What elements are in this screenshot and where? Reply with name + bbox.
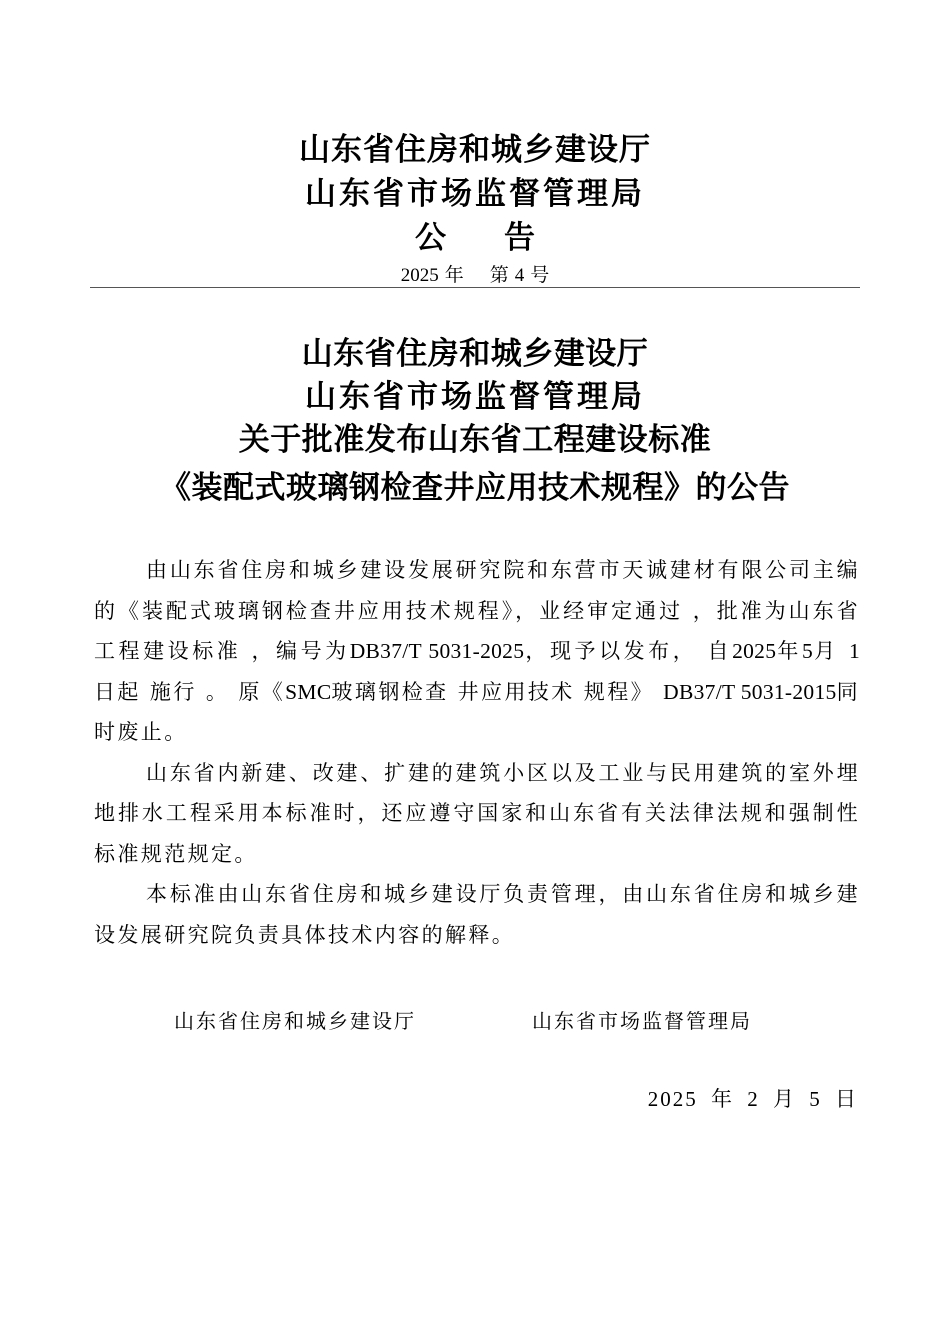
signature-market-bureau: 山东省市场监督管理局: [532, 1009, 752, 1033]
para-1-text-d: 年: [776, 639, 802, 663]
para-1-text-e: 月: [813, 639, 839, 663]
header-issuer-market-bureau: 山东省市场监督管理局: [305, 176, 645, 212]
title-line-1: 山东省住房和城乡建设厅: [301, 336, 649, 372]
body-paragraph-3: 本标准由山东省住房和城乡建设厅负责管理，由山东省住房和城乡建设发展研究院负责具体技术内容的解释。: [94, 882, 860, 947]
para-1-text-f: 日起 施行 。 原《: [94, 679, 286, 704]
doc-type-char-2: 告: [504, 220, 535, 256]
document-type: [90, 216, 860, 260]
doc-number-year: 2025: [400, 265, 439, 286]
date-month: 2: [747, 1087, 760, 1111]
doc-number-value: 4: [514, 265, 525, 286]
header-issuer-housing-dept: 山东省住房和城乡建设厅: [299, 132, 651, 168]
para-1-text-g: 玻璃钢检查 井应用技术 规程》: [331, 679, 655, 704]
smc-label: SMC: [285, 679, 332, 704]
title-line-2: 山东省市场监督管理局: [305, 379, 645, 415]
standard-code: DB37/T 5031-2025: [349, 639, 525, 663]
date-day: 5: [809, 1087, 822, 1111]
announcement-header: [90, 128, 860, 290]
date-day-unit: 日: [835, 1087, 858, 1111]
signature-housing-dept: 山东省住房和城乡建设厅: [174, 1009, 416, 1033]
date-month-unit: 月: [773, 1087, 796, 1111]
old-standard-code: DB37/T 5031-2015: [663, 679, 837, 704]
doc-number-year-unit: 年: [444, 265, 464, 286]
date-year: 2025: [647, 1087, 698, 1111]
date-year-unit: 年: [711, 1087, 734, 1111]
effective-year: 2025: [732, 639, 777, 663]
issue-date: [648, 1084, 858, 1114]
para-1-text-h: 同时废止。: [94, 679, 860, 744]
announcement-title: [90, 333, 860, 510]
para-1-text-a: 由山东省住房和城乡建设发展研究院和东营市天诚建材有限公司主编的《装配式玻璃钢检查井应用技术规程》，业经审定通过 ，批准为山东省工程建设标准 ，编号为: [94, 558, 860, 663]
effective-day: 1: [848, 639, 861, 663]
body-paragraph-1: [94, 550, 860, 753]
body-paragraph-2: 山东省内新建、改建、扩建的建筑小区以及工业与民用建筑的室外埋地排水工程采用本标准时，还应遵守国家和山东省有关法律法规和强制性标准规范规定。: [94, 760, 860, 866]
effective-month: 5: [801, 639, 814, 663]
announcement-body: [94, 550, 860, 955]
title-line-3: 关于批准发布山东省工程建设标准: [238, 422, 712, 458]
para-1-text-b: ，现予以发布，: [524, 639, 698, 663]
para-1-text-c: 自: [707, 639, 733, 663]
doc-type-char-1: 公: [415, 220, 446, 256]
document-number: [90, 262, 860, 290]
doc-number-unit: 号: [530, 265, 550, 286]
title-line-4: 《装配式玻璃钢检查井应用技术规程》的公告: [160, 470, 790, 506]
header-divider: [90, 287, 860, 288]
doc-number-prefix: 第: [489, 265, 509, 286]
